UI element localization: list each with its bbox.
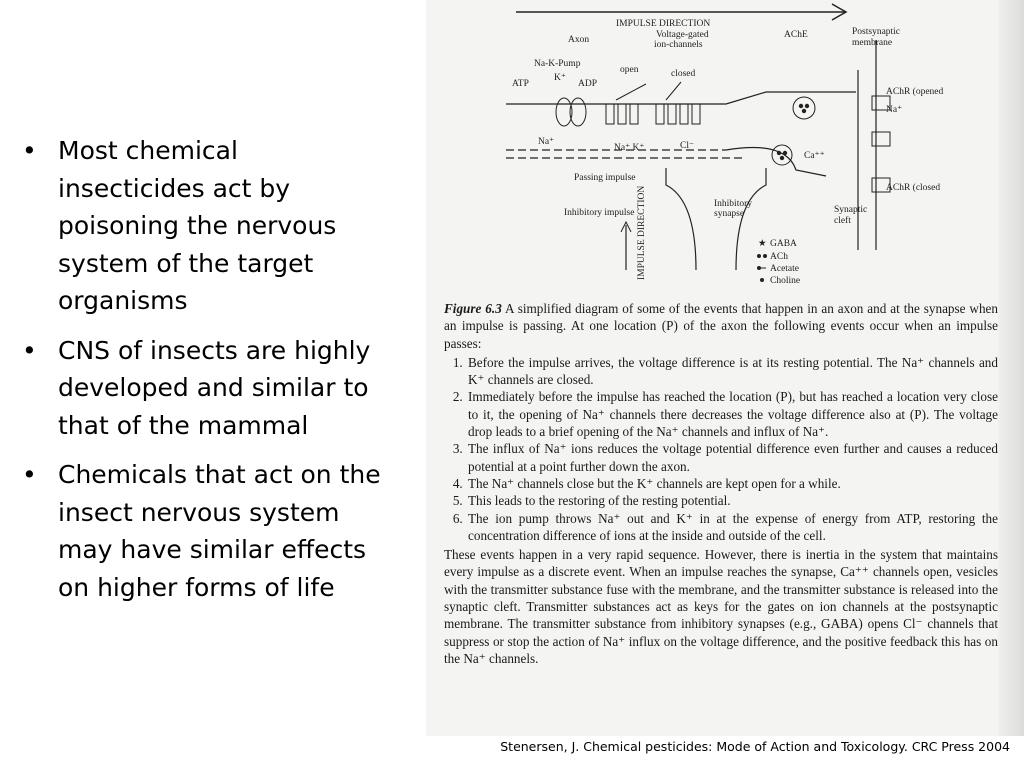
legend-marker-icon [757,266,761,270]
diagram-label: Na-K-Pump [534,59,581,69]
diagram-label: Inhibitory [714,199,752,209]
legend-label: ACh [770,252,788,262]
diagram-label: Passing impulse [574,173,636,183]
caption-step: 2. Immediately before the impulse has reached the location (P), but has reached a location very close to it, the opening of Na⁺ channels there decreases the voltage difference also at (P). The voltage drop leads to a brief opening of the Na⁺ channels and influx of Na⁺. [466,388,998,440]
diagram-label: Ca⁺⁺ [804,151,825,161]
diagram-label: IMPULSE DIRECTION [637,185,647,280]
bullet-text: Most chemical insecticides act by poisoning the nervous system of the target organisms [58,136,337,315]
diagram-label: K⁺ [554,73,566,83]
diagram-label: ion-channels [654,40,703,50]
scanned-figure-page [426,0,1024,736]
caption-intro [444,300,998,352]
caption-step: 5. This leads to the restoring of the resting potential. [466,492,998,509]
caption-step: 3. The influx of Na⁺ ions reduces the voltage potential difference even further and causes a reduced potential at a point further down the axon. [466,440,998,475]
legend-label: Choline [770,276,801,286]
diagram-label: ADP [578,79,598,89]
caption-intro-text: A simplified diagram of some of the events that happen in an axon and at the synapse when an impulse is passing. At one location (P) of the axon the following events occur when an impulse passes: [444,301,998,351]
diagram-label: Postsynaptic [852,27,901,37]
diagram-label: IMPULSE DIRECTION [616,19,711,29]
diagram-label: Voltage-gated [656,30,709,40]
diagram-label: closed [671,69,696,79]
bullet-text: Chemicals that act on the insect nervous system may have similar effects on higher forms of life [58,460,381,602]
diagram-label: AChR (opened [886,87,944,97]
diagram-label: Cl⁻ [680,141,694,151]
legend-label: GABA [770,239,797,249]
diagram-label: AChE [784,30,808,40]
bullet-item [20,132,392,320]
diagram-label: ATP [512,79,529,89]
diagram-label: open [620,65,639,75]
bullet-text: CNS of insects are highly developed and similar to that of the mammal [58,335,371,440]
diagram-label: Na⁺ [538,137,555,147]
legend-marker-icon [760,278,764,282]
diagram-label: membrane [852,38,893,48]
caption-steps [444,354,998,544]
synapse-diagram [466,0,1006,290]
caption-step: 6. The ion pump throws Na⁺ out and K⁺ in at the expense of energy from ATP, restoring the concentration difference of ions at the inside and outside of the cell. [466,510,998,545]
bullet-dot-icon: • [22,460,37,489]
diagram-label: Na⁺ K⁺ [614,143,645,153]
diagram-label: Axon [568,35,590,45]
bullet-dot-icon: • [22,335,37,365]
diagram-label: Synaptic [834,205,868,215]
diagram-label: synapse [714,209,745,219]
figure-caption [444,300,998,667]
diagram-label: Na⁺ [886,105,903,115]
legend-marker-icon [757,254,761,258]
caption-step: 4. The Na⁺ channels close but the K⁺ channels are kept open for a while. [466,475,998,492]
figure-label: Figure 6.3 [444,301,502,316]
bullet-item [20,332,392,445]
caption-step: 1. Before the impulse arrives, the voltage difference is at its resting potential. The Na⁺ channels and K⁺ channels are closed. [466,354,998,389]
diagram-label: AChR (closed [886,183,941,193]
legend-marker-icon: ★ [758,239,767,249]
caption-closing: These events happen in a very rapid sequence. However, there is inertia in the system that maintains every impulse as a discrete event. When an impulse reaches the synapse, Ca⁺⁺ channels open, vesicles with the transmitter substance fuse with the membrane, and the transmitter substance is released into the synaptic cleft. Transmitter substances act as keys for the gates on ion channels at the postsynaptic membrane. The transmitter substance from inhibitory synapses (e.g., GABA) opens Cl⁻ channels that suppress or stop the action of Na⁺ influx on the voltage difference, and the positive feedback this has on the Na⁺ channels. [444,547,998,666]
diagram-label: cleft [834,216,851,226]
bullet-dot-icon: • [22,136,37,165]
citation: Stenersen, J. Chemical pesticides: Mode of Action and Toxicology. CRC Press 2004 [500,739,1010,754]
legend-label: Acetate [770,264,800,274]
bullet-item [20,456,392,606]
bullet-list [20,132,392,618]
diagram-label: Inhibitory impulse [564,208,635,218]
